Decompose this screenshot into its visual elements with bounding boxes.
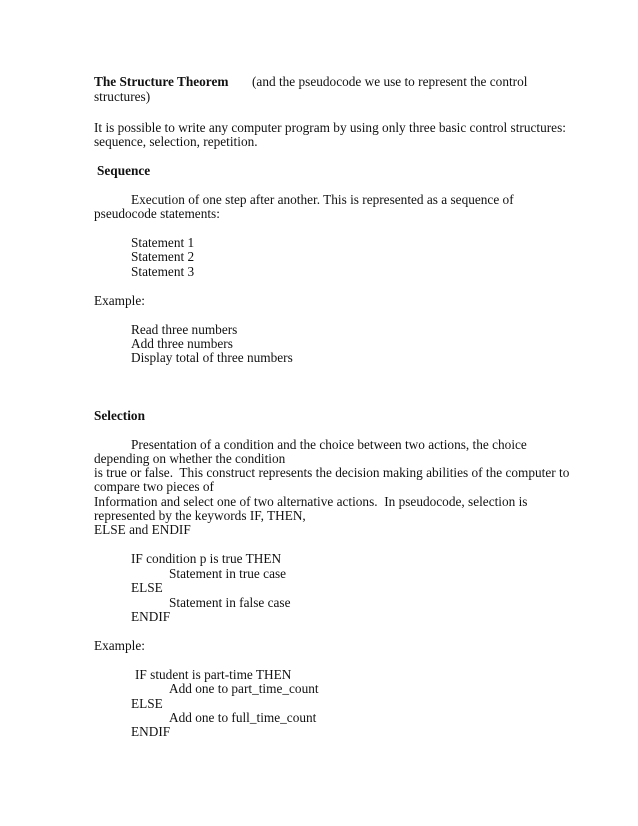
- sequence-example-line: Add three numbers: [131, 336, 233, 351]
- selection-description-line: compare two pieces of: [94, 479, 214, 494]
- selection-pseudocode-else: ELSE: [131, 580, 163, 595]
- sequence-example-label: Example:: [94, 293, 145, 308]
- selection-description-line: depending on whether the condition: [94, 451, 286, 466]
- intro-paragraph-line: sequence, selection, repetition.: [94, 134, 258, 149]
- document-subtitle: (and the pseudocode we use to represent the control: [252, 74, 528, 89]
- sequence-description-line: Execution of one step after another. This is represented as a sequence of: [131, 192, 514, 207]
- selection-example-true-statement: Add one to part_time_count: [169, 681, 319, 696]
- sequence-example-line: Read three numbers: [131, 322, 238, 337]
- selection-pseudocode-if: IF condition p is true THEN: [131, 551, 282, 566]
- document-subtitle-continuation: structures): [94, 89, 151, 104]
- selection-description-line: is true or false. This construct represents the decision making abilities of the computer to: [94, 465, 570, 480]
- sequence-heading: Sequence: [97, 163, 151, 178]
- selection-description-line: ELSE and ENDIF: [94, 522, 191, 537]
- sequence-statement: Statement 3: [131, 264, 195, 279]
- selection-example-endif: ENDIF: [131, 724, 171, 739]
- sequence-description-line: pseudocode statements:: [94, 206, 220, 221]
- selection-heading: Selection: [94, 408, 145, 423]
- document-title: The Structure Theorem: [94, 74, 229, 89]
- selection-description-line: represented by the keywords IF, THEN,: [94, 508, 306, 523]
- selection-example-false-statement: Add one to full_time_count: [169, 710, 317, 725]
- selection-pseudocode-endif: ENDIF: [131, 609, 171, 624]
- selection-example-else: ELSE: [131, 696, 163, 711]
- sequence-example-line: Display total of three numbers: [131, 350, 293, 365]
- selection-description-line: Information and select one of two alternative actions. In pseudocode, selection is: [94, 494, 528, 509]
- selection-pseudocode-false-statement: Statement in false case: [169, 595, 291, 610]
- selection-description-line: Presentation of a condition and the choice between two actions, the choice: [131, 437, 527, 452]
- sequence-statement: Statement 1: [131, 235, 195, 250]
- selection-example-label: Example:: [94, 638, 145, 653]
- selection-example-if: IF student is part-time THEN: [135, 667, 292, 682]
- intro-paragraph-line: It is possible to write any computer program by using only three basic control structures:: [94, 120, 566, 135]
- selection-pseudocode-true-statement: Statement in true case: [169, 566, 287, 581]
- sequence-statement: Statement 2: [131, 249, 195, 264]
